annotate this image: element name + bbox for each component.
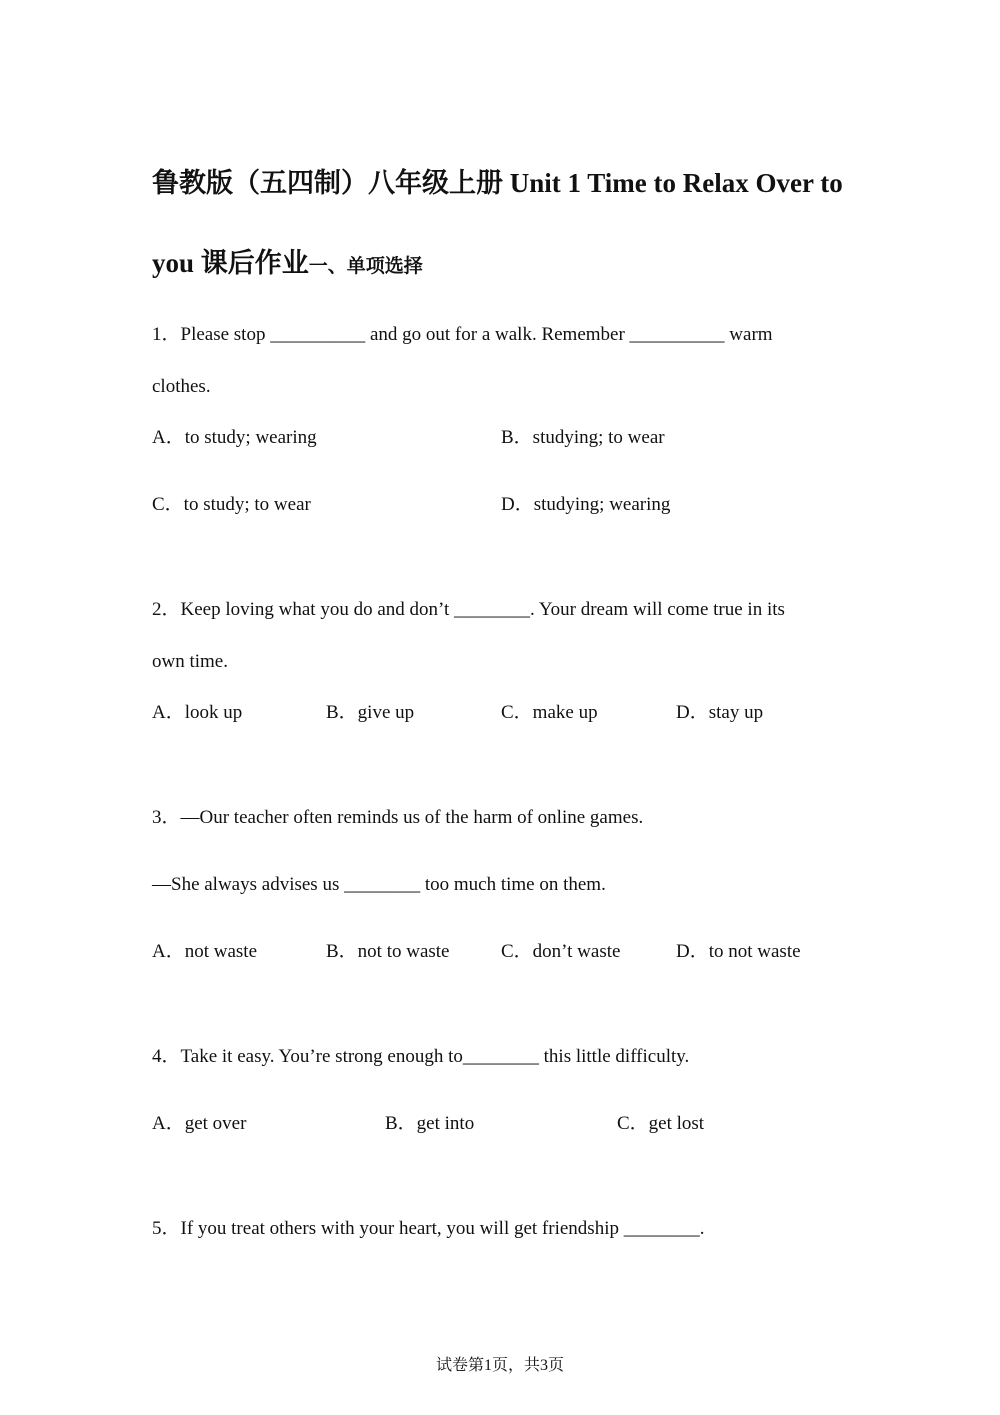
document-title-line-1: 鲁教版（五四制）八年级上册 Unit 1 Time to Relax Over to bbox=[152, 168, 843, 198]
question-3-stem-line-1: 3．—Our teacher often reminds us of the harm of online games. bbox=[152, 807, 644, 828]
question-2-option-b[interactable]: B．give up bbox=[326, 702, 415, 723]
question-1-stem-line-2: clothes. bbox=[152, 376, 211, 397]
document-title-line-2 bbox=[152, 250, 872, 277]
question-2-stem-line-2: own time. bbox=[152, 651, 228, 672]
question-1-option-a[interactable]: A．to study; wearing bbox=[152, 427, 317, 448]
question-4-stem-line-1: 4．Take it easy. You’re strong enough to________ this little difficulty. bbox=[152, 1046, 690, 1067]
question-2-option-c[interactable]: C．make up bbox=[501, 702, 598, 723]
question-4-option-b[interactable]: B．get into bbox=[385, 1113, 475, 1134]
question-1-option-b[interactable]: B．studying; to wear bbox=[501, 427, 665, 448]
question-2-option-d[interactable]: D．stay up bbox=[676, 702, 764, 723]
question-1-option-d[interactable]: D．studying; wearing bbox=[501, 494, 671, 515]
document-title-line-2-text: you 课后作业 bbox=[152, 248, 309, 278]
question-1-stem-line-1: 1．Please stop __________ and go out for a walk. Remember __________ warm bbox=[152, 324, 773, 345]
question-4-option-a[interactable]: A．get over bbox=[152, 1113, 247, 1134]
question-3-stem-line-2: —She always advises us ________ too much time on them. bbox=[152, 874, 606, 895]
question-3-option-a[interactable]: A．not waste bbox=[152, 941, 258, 962]
question-3-option-b[interactable]: B．not to waste bbox=[326, 941, 450, 962]
section-heading: 一、单项选择 bbox=[308, 255, 423, 277]
question-4-option-c[interactable]: C．get lost bbox=[617, 1113, 705, 1134]
question-2-option-a[interactable]: A．look up bbox=[152, 702, 243, 723]
question-3-option-d[interactable]: D．to not waste bbox=[676, 941, 801, 962]
question-2-stem-line-1: 2．Keep loving what you do and don’t ________. Your dream will come true in its bbox=[152, 599, 785, 620]
page-footer: 试卷第1页，共3页 bbox=[435, 1357, 564, 1374]
question-3-option-c[interactable]: C．don’t waste bbox=[501, 941, 621, 962]
question-5-stem-line-1: 5．If you treat others with your heart, you will get friendship ________. bbox=[152, 1218, 705, 1239]
question-1-option-c[interactable]: C．to study; to wear bbox=[152, 494, 311, 515]
